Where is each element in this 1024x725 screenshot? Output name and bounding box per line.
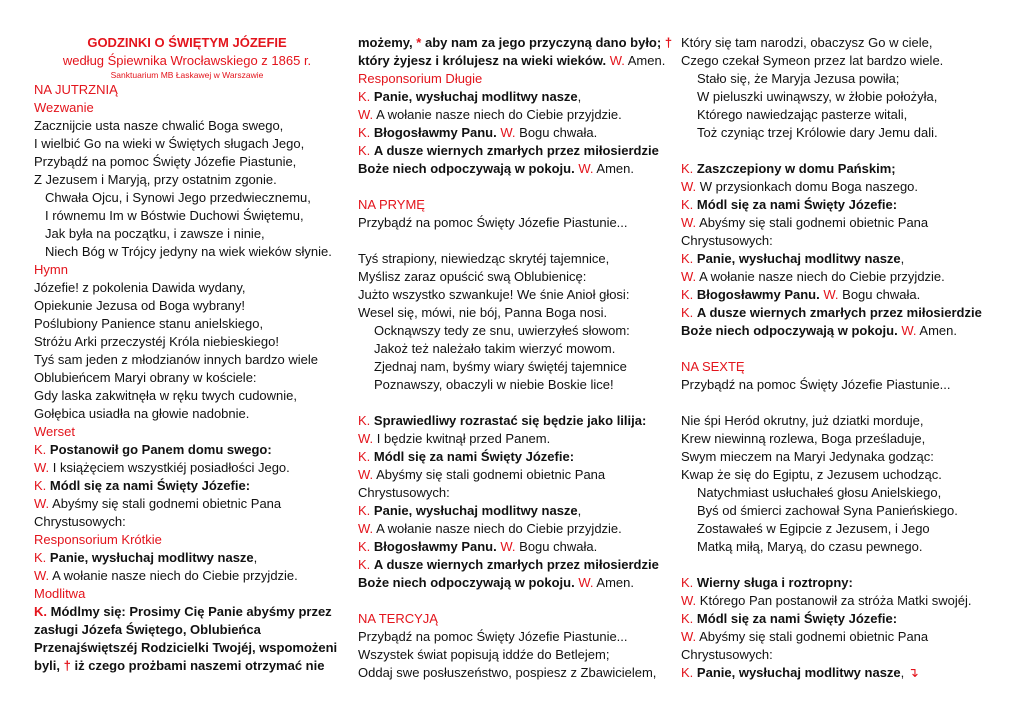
- w-marker: W.: [578, 575, 594, 590]
- versicle-line: K. Panie, wysłuchaj modlitwy nasze, ↴: [681, 665, 919, 680]
- k-marker: K.: [34, 442, 47, 457]
- w-marker: W.: [901, 323, 917, 338]
- response-line: W. A wołanie nasze niech do Ciebie przyjdzie.: [358, 521, 622, 536]
- k-marker: K.: [34, 550, 47, 565]
- response-line: W. Abyśmy się stali godnemi obietnic Pana: [358, 467, 606, 482]
- response-line: W. Którego Pan postanowił za stróża Matki swojéj.: [681, 593, 972, 608]
- w-marker: W.: [681, 629, 697, 644]
- versicle-line: K. Panie, wysłuchaj modlitwy nasze,: [358, 89, 582, 104]
- verse-line: Który się tam narodzi, obaczysz Go w ciele,: [681, 35, 933, 50]
- versicle-line: K. Módl się za nami Święty Józefie:: [358, 449, 575, 464]
- verse-line: Poznawszy, obaczyli w niebie Boskie lice!: [374, 377, 614, 392]
- k-marker: K.: [358, 557, 371, 572]
- document-title: GODZINKI O ŚWIĘTYM JÓZEFIE: [87, 35, 287, 50]
- versicle-line: K. Postanowił go Panem domu swego:: [34, 442, 272, 457]
- response-line-cont: Chrystusowych:: [34, 514, 126, 529]
- cross-symbol: †: [664, 35, 673, 50]
- versicle-line: K. Sprawiedliwy rozrastać się będzie jako lilija:: [358, 413, 647, 428]
- w-marker: W.: [681, 215, 697, 230]
- w-marker: W.: [500, 539, 516, 554]
- versicle-line: Boże niech odpoczywają w pokoju. W. Amen.: [358, 161, 634, 176]
- versicle-line: K. Błogosławmy Panu. W. Bogu chwała.: [358, 125, 598, 140]
- k-marker: K.: [34, 478, 47, 493]
- w-marker: W.: [358, 107, 374, 122]
- verse-line: Matką miłą, Maryą, do czasu pewnego.: [697, 539, 923, 554]
- verse-line: Przybądź na pomoc Święty Józefie Piastunie...: [358, 629, 628, 644]
- k-marker: K.: [358, 89, 371, 104]
- verse-line: Krew niewinną rozlewa, Boga prześladuje,: [681, 431, 926, 446]
- k-marker: K.: [681, 305, 694, 320]
- column-3: [681, 34, 991, 682]
- verse-line: Z Jezusem i Maryją, przy ostatnim zgonie.: [34, 172, 277, 187]
- k-marker: K.: [681, 611, 694, 626]
- w-marker: W.: [500, 125, 516, 140]
- versicle-line: K. Módl się za nami Święty Józefie:: [34, 478, 251, 493]
- k-marker: K.: [358, 539, 371, 554]
- star-symbol: *: [416, 35, 422, 50]
- response-line-cont: Chrystusowych:: [358, 485, 450, 500]
- verse-line: Stróżu Arki przeczystéj Króla niebieskiego!: [34, 334, 279, 349]
- source-note: Sanktuarium MB Łaskawej w Warszawie: [110, 70, 264, 80]
- verse-line: Myślisz zaraz opuścić swą Oblubienicę:: [358, 269, 587, 284]
- response-line: W. A wołanie nasze niech do Ciebie przyjdzie.: [681, 269, 945, 284]
- k-marker: K.: [358, 413, 371, 428]
- verse-line: Nie śpi Heród okrutny, już dziatki morduje,: [681, 413, 924, 428]
- response-line: W. I będzie kwitnął przed Panem.: [358, 431, 551, 446]
- subheading-wezwanie: Wezwanie: [34, 100, 94, 115]
- prayer-line: byli, † iż czego prożbami naszemi otrzymać nie: [34, 658, 325, 673]
- w-marker: W.: [681, 593, 697, 608]
- w-marker: W.: [358, 467, 374, 482]
- versicle-line: K. Zaszczepiony w domu Pańskim;: [681, 161, 896, 176]
- versicle-line: K. Wierny sługa i roztropny:: [681, 575, 853, 590]
- response-line: W. Abyśmy się stali godnemi obietnic Pana: [681, 629, 929, 644]
- verse-line: Toż czyniąc trzej Królowie dary Jemu dali.: [697, 125, 938, 140]
- continue-arrow-icon: ↴: [907, 665, 919, 680]
- response-line-cont: Chrystusowych:: [681, 233, 773, 248]
- verse-line: Tyś strapiony, niewiedząc skrytéj tajemnice,: [358, 251, 610, 266]
- response-line: W. I książęciem wszystkiéj posiadłości Jego.: [34, 460, 290, 475]
- verse-line: Którego nawiedzając pasterze witali,: [697, 107, 908, 122]
- w-marker: W.: [34, 496, 50, 511]
- versicle-line: Boże niech odpoczywają w pokoju. W. Amen.: [358, 575, 634, 590]
- subheading-hymn: Hymn: [34, 262, 68, 277]
- verse-line: Kwap że się do Egiptu, z Jezusem uchodząc.: [681, 467, 942, 482]
- section-heading-jutrznia: NA JUTRZNIĄ: [34, 82, 118, 97]
- section-heading-pryma: NA PRYMĘ: [358, 197, 425, 212]
- column-2: [358, 34, 673, 682]
- response-line: W. Abyśmy się stali godnemi obietnic Pana: [681, 215, 929, 230]
- verse-line: Gdy laska zakwitnęła w ręku twych cudownie,: [34, 388, 298, 403]
- verse-line: Oddaj swe posłuszeństwo, pospiesz z Zbawicielem,: [358, 665, 657, 680]
- cross-symbol: †: [63, 658, 71, 673]
- response-line: W. W przysionkach domu Boga naszego.: [681, 179, 919, 194]
- verse-line: I wielbić Go na wieki w Świętych sługach Jego,: [34, 136, 305, 151]
- subheading-responsorium-krotkie: Responsorium Krótkie: [34, 532, 162, 547]
- prayer-line: K. Módlmy się: Prosimy Cię Panie abyśmy przez: [34, 604, 332, 619]
- verse-line: Jakoż też należało takim wierzyć mowom.: [374, 341, 616, 356]
- prayer-line: który żyjesz i królujesz na wieki wieków. W. Amen.: [358, 53, 666, 68]
- response-line-cont: Chrystusowych:: [681, 647, 773, 662]
- versicle-line: K. Panie, wysłuchaj modlitwy nasze,: [681, 251, 905, 266]
- versicle-line: Boże niech odpoczywają w pokoju. W. Amen.: [681, 323, 957, 338]
- verse-line: Przybądź na pomoc Święty Józefie Piastunie...: [681, 377, 951, 392]
- verse-line: Czego czekał Symeon przez lat bardzo wiele.: [681, 53, 944, 68]
- w-marker: W.: [358, 521, 374, 536]
- versicle-line: K. Módl się za nami Święty Józefie:: [681, 611, 898, 626]
- verse-line: Oblubieńcem Maryi obrany w kościele:: [34, 370, 257, 385]
- k-marker: K.: [358, 503, 371, 518]
- prayer-line: zasługi Józefa Świętego, Oblubieńca: [34, 622, 261, 637]
- verse-line: Byś od śmierci zachował Syna Panieńskiego.: [697, 503, 958, 518]
- verse-line: Józefie! z pokolenia Dawida wydany,: [34, 280, 246, 295]
- versicle-line: K. Panie, wysłuchaj modlitwy nasze,: [358, 503, 582, 518]
- verse-line: Przybądź na pomoc Święty Józefie Piastunie...: [358, 215, 628, 230]
- verse-line: Zacznijcie usta nasze chwalić Boga swego,: [34, 118, 284, 133]
- verse-line: Wszystek świat popisują iddźe do Betlejem;: [358, 647, 610, 662]
- k-marker: K.: [681, 575, 694, 590]
- versicle-line: K. A dusze wiernych zmarłych przez miłosierdzie: [358, 143, 659, 158]
- subheading-werset: Werset: [34, 424, 75, 439]
- w-marker: W.: [578, 161, 594, 176]
- verse-line: Natychmiast usłuchałeś głosu Anielskiego,: [697, 485, 942, 500]
- verse-line: Tyś sam jeden z młodzianów innych bardzo wiele: [34, 352, 318, 367]
- w-marker: W.: [34, 568, 50, 583]
- verse-line: Ocknąwszy tedy ze snu, uwierzyłeś słowom:: [374, 323, 630, 338]
- k-marker: K.: [358, 449, 371, 464]
- verse-line: Przybądź na pomoc Święty Józefie Piastunie,: [34, 154, 297, 169]
- w-marker: W.: [681, 179, 697, 194]
- section-heading-tercja: NA TERCYJĄ: [358, 611, 438, 626]
- k-marker: K.: [358, 143, 371, 158]
- versicle-line: K. A dusze wiernych zmarłych przez miłosierdzie: [681, 305, 982, 320]
- verse-line: Wesel się, mówi, nie bój, Panna Boga nosi.: [358, 305, 608, 320]
- verse-line: Jużto wszystko szwankuje! We śnie Anioł głosi:: [358, 287, 630, 302]
- w-marker: W.: [609, 53, 625, 68]
- k-marker: K.: [681, 665, 694, 680]
- k-marker: K.: [681, 287, 694, 302]
- verse-line: I równemu Im w Bóstwie Duchowi Świętemu,: [45, 208, 304, 223]
- verse-line: W pieluszki uwinąwszy, w żłobie położyła,: [697, 89, 938, 104]
- verse-line: Niech Bóg w Trójcy jedyny na wiek wieków słynie.: [45, 244, 332, 259]
- k-marker: K.: [681, 251, 694, 266]
- verse-line: Jak była na początku, i zawsze i ninie,: [45, 226, 265, 241]
- versicle-line: K. A dusze wiernych zmarłych przez miłosierdzie: [358, 557, 659, 572]
- versicle-line: K. Błogosławmy Panu. W. Bogu chwała.: [681, 287, 921, 302]
- response-line: W. A wołanie nasze niech do Ciebie przyjdzie.: [34, 568, 298, 583]
- verse-line: Zostawałeś w Egipcie z Jezusem, i Jego: [697, 521, 930, 536]
- versicle-line: K. Módl się za nami Święty Józefie:: [681, 197, 898, 212]
- subheading-modlitwa: Modlitwa: [34, 586, 86, 601]
- w-marker: W.: [34, 460, 50, 475]
- prayer-line: możemy, * aby nam za jego przyczyną dano było; †: [358, 35, 673, 50]
- w-marker: W.: [358, 431, 374, 446]
- k-marker: K.: [681, 197, 694, 212]
- versicle-line: K. Błogosławmy Panu. W. Bogu chwała.: [358, 539, 598, 554]
- verse-line: Zjednaj nam, byśmy wiary świętéj tajemnice: [374, 359, 627, 374]
- k-marker: K.: [358, 125, 371, 140]
- verse-line: Opiekunie Jezusa od Boga wybrany!: [34, 298, 246, 313]
- verse-line: Swym mieczem na Maryi Jedynaka godząc:: [681, 449, 934, 464]
- k-marker: K.: [681, 161, 694, 176]
- column-1: [34, 34, 340, 675]
- document-subtitle: według Śpiewnika Wrocławskiego z 1865 r.: [62, 53, 312, 68]
- prayer-line: Przenajświętszéj Rodzicielki Twojéj, wspomożeni: [34, 640, 338, 655]
- w-marker: W.: [681, 269, 697, 284]
- versicle-line: K. Panie, wysłuchaj modlitwy nasze,: [34, 550, 258, 565]
- k-marker: K.: [34, 604, 47, 619]
- section-heading-sexta: NA SEXTĘ: [681, 359, 745, 374]
- subheading-responsorium-dlugie: Responsorium Długie: [358, 71, 483, 86]
- verse-line: Chwała Ojcu, i Synowi Jego przedwiecznemu,: [45, 190, 311, 205]
- w-marker: W.: [823, 287, 839, 302]
- verse-line: Gołębica usiadła na głowie nadobnie.: [34, 406, 250, 421]
- verse-line: Poślubiony Panience stanu anielskiego,: [34, 316, 264, 331]
- verse-line: Stało się, że Maryja Jezusa powiła;: [697, 71, 900, 86]
- response-line: W. A wołanie nasze niech do Ciebie przyjdzie.: [358, 107, 622, 122]
- response-line: W. Abyśmy się stali godnemi obietnic Pana: [34, 496, 282, 511]
